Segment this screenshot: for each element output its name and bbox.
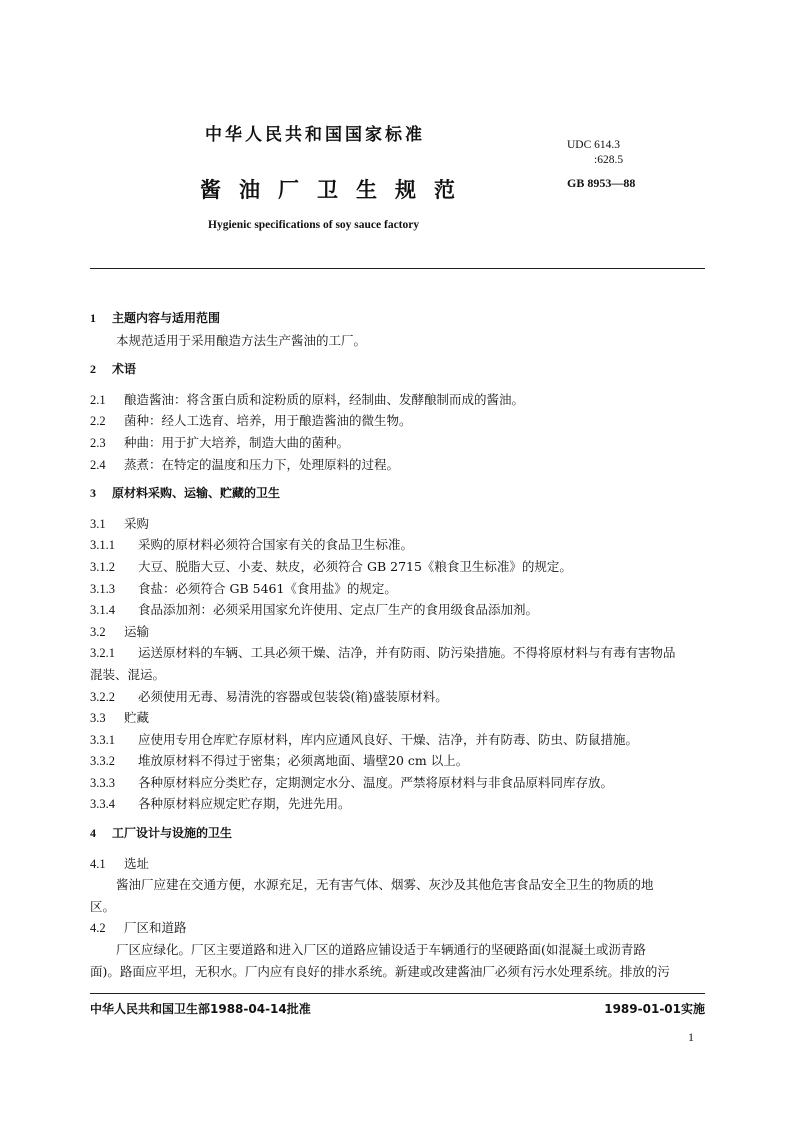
paragraph: 酱油厂应建在交通方便，水源充足，无有害气体、烟雾、灰沙及其他危害食品安全卫生的物质的地	[116, 877, 654, 893]
subsection-heading: 3.1 采购	[90, 515, 150, 531]
section-heading: 4 工厂设计与设施的卫生	[90, 826, 233, 841]
clause: 3.2.2 必须使用无毒、易清洗的容器或包装袋(箱)盛装原材料。	[90, 688, 448, 704]
clause: 2.4 蒸煮：在特定的温度和压力下，处理原料的过程。	[90, 456, 400, 472]
section-heading: 3 原材料采购、运输、贮藏的卫生	[90, 486, 281, 501]
paragraph-continuation: 区。	[90, 898, 116, 914]
document-body	[90, 308, 705, 982]
clause: 2.2 菌种：经人工选育、培养，用于酿造酱油的微生物。	[90, 413, 412, 429]
standard-title: 中华人民共和国国家标准	[205, 125, 425, 145]
footer-divider	[90, 993, 705, 994]
gb-standard-number: GB 8953—88	[567, 176, 636, 190]
page-title: 酱油厂卫生规范	[200, 178, 473, 202]
clause: 3.1.4 食品添加剂：必须采用国家允许使用、定点厂生产的食用级食品添加剂。	[90, 602, 539, 618]
paragraph: 本规范适用于采用酿造方法生产酱油的工厂。	[116, 332, 367, 348]
clause: 3.1.3 食盐：必须符合 GB 5461《食用盐》的规定。	[90, 580, 397, 596]
subsection-heading: 3.2 运输	[90, 623, 150, 639]
udc-code-continuation: :628.5	[594, 154, 624, 166]
clause: 3.3.2 堆放原材料不得过于密集；必须离地面、墙壁20 cm 以上。	[90, 753, 469, 769]
clause: 3.3.4 各种原材料应规定贮存期，先进先用。	[90, 796, 351, 812]
page-number: 1	[688, 1030, 694, 1044]
english-title: Hygienic specifications of soy sauce factory	[208, 219, 420, 231]
clause: 2.1 酿造酱油：将含蛋白质和淀粉质的原料，经制曲、发酵酿制而成的酱油。	[90, 391, 525, 407]
paragraph: 厂区应绿化。厂区主要道路和进入厂区的道路应铺设适于车辆通行的坚硬路面(如混凝土或沥青路	[116, 942, 646, 958]
clause: 2.3 种曲：用于扩大培养，制造大曲的菌种。	[90, 434, 350, 450]
subsection-heading: 4.1 选址	[90, 855, 150, 871]
clause: 3.1.2 大豆、脱脂大豆、小麦、麸皮，必须符合 GB 2715《粮食卫生标准》的规定。	[90, 558, 572, 574]
clause: 3.3.3 各种原材料应分类贮存，定期测定水分、温度。严禁将原材料与非食品原料同库存放。	[90, 774, 614, 790]
effective-date: 1989-01-01实施	[604, 1002, 705, 1016]
header-divider	[90, 268, 705, 269]
section-heading: 1 主题内容与适用范围	[90, 311, 221, 325]
clause: 3.3.1 应使用专用仓库贮存原材料，库内应通风良好、干燥、洁净，并有防毒、防虫、防鼠措施。	[90, 731, 639, 747]
clause: 3.2.1 运送原材料的车辆、工具必须干燥、洁净，并有防雨、防污染措施。不得将原材料与有毒有害物品	[90, 645, 676, 661]
clause-continuation: 混装、混运。	[90, 666, 166, 682]
udc-code: UDC 614.3	[567, 139, 621, 151]
paragraph-continuation: 面)。路面应平坦，无积水。厂内应有良好的排水系统。新建或改建酱油厂必须有污水处理系统。排放的污	[90, 963, 670, 979]
subsection-heading: 3.3 贮藏	[90, 710, 150, 726]
clause: 3.1.1 采购的原材料必须符合国家有关的食品卫生标准。	[90, 537, 414, 553]
approval-line: 中华人民共和国卫生部1988-04-14批准	[90, 1002, 311, 1016]
subsection-heading: 4.2 厂区和道路	[90, 920, 187, 936]
section-heading: 2 术语	[90, 362, 137, 377]
